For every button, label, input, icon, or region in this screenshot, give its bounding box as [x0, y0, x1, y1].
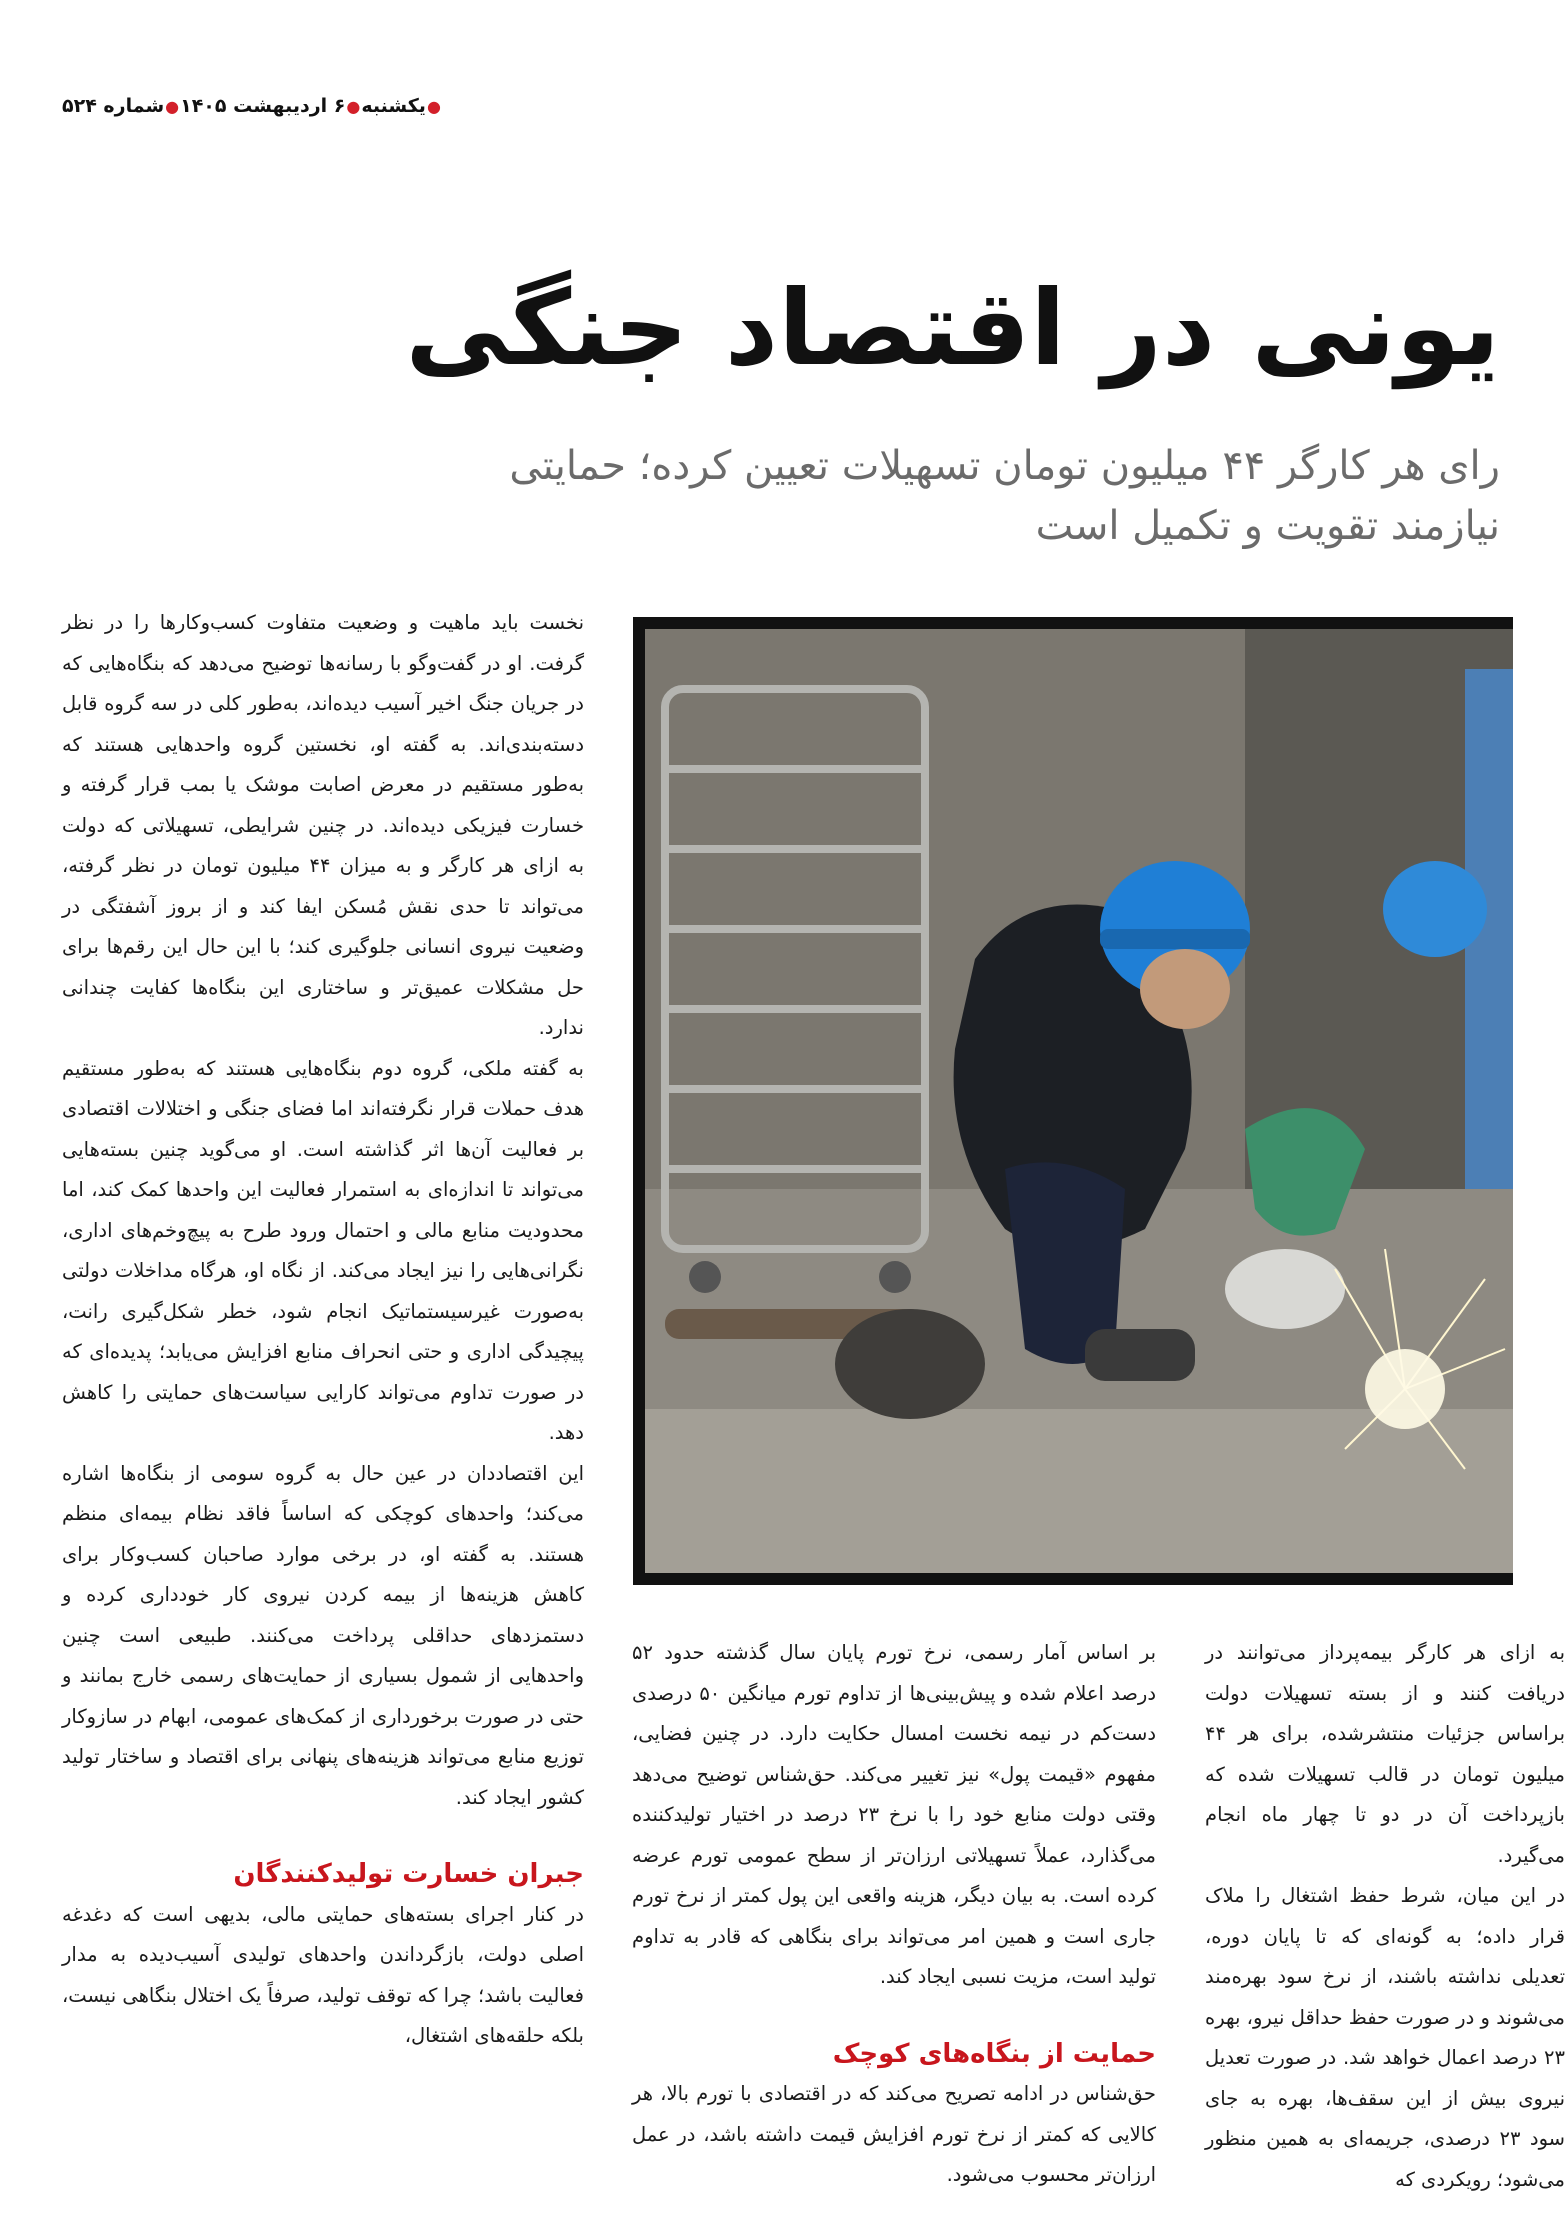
- bullet-icon: ●: [165, 97, 180, 116]
- folio-issue: شماره ۵۲۴: [62, 95, 165, 117]
- subhead-line-1: رای هر کارگر ۴۴ میلیون تومان تسهیلات تعیین کرده؛ حمایتی: [509, 443, 1500, 489]
- paragraph: به گفته ملکی، گروه دوم بنگاه‌هایی هستند که به‌طور مستقیم هدف حملات قرار نگرفته‌اند اما فضای جنگی و اختلالات اقتصادی بر فعالیت آن‌ها اثر گذاشته است. او می‌گوید چنین بسته‌هایی می‌تواند تا اندازه‌ای به استمرار فعالیت این واحدها کمک کند، اما محدودیت منابع مالی و احتمال ورود طرح به پیچ‌وخم‌های اداری، نگرانی‌هایی را نیز ایجاد می‌کند. از نگاه او، هرگاه مداخلات دولتی به‌صورت غیرسیستماتیک انجام شود، خطر شکل‌گیری رانت، پیچیدگی اداری و حتی انحراف منابع افزایش می‌یابد؛ پدیده‌ای که در صورت تداوم می‌تواند کارایی سیاست‌های حمایتی را کاهش دهد.: [62, 1056, 584, 1444]
- page-headline: یونی در اقتصاد جنگی: [405, 267, 1500, 389]
- paragraph: این اقتصاددان در عین حال به گروه سومی از بنگاه‌ها اشاره می‌کند؛ واحدهای کوچکی که اساساً فاقد نظام بیمه‌ای منظم هستند. به گفته او، در برخی موارد صاحبان کسب‌وکار برای کاهش هزینه‌ها از بیمه کردن نیروی کار خودداری کرده و دستمزدهای حداقلی پرداخت می‌کنند. طبیعی است چنین واحدهایی از شمول بسیاری از حمایت‌های رسمی خارج بمانند و حتی در صورت برخورداری از کمک‌های عمومی، ابهام در سازوکار توزیع منابع می‌تواند هزینه‌های پنهانی برای اقتصاد و ساختار تولید کشور ایجاد کند.: [62, 1461, 584, 1809]
- article-photo: [633, 617, 1513, 1585]
- paragraph: بر اساس آمار رسمی، نرخ تورم پایان سال گذشته حدود ۵۲ درصد اعلام شده و پیش‌بینی‌ها از تداوم تورم میانگین ۵۰ درصدی دست‌کم در نیمه نخست امسال حکایت دارد. در چنین فضایی، مفهوم «قیمت پول» نیز تغییر می‌کند. حق‌شناس توضیح می‌دهد وقتی دولت منابع خود را با نرخ ۲۳ درصد در اختیار تولیدکننده می‌گذارد، عملاً تسهیلاتی ارزان‌تر از سطح عمومی تورم عرضه کرده است. به بیان دیگر، هزینه واقعی این پول کمتر از نرخ تورم جاری است و همین امر می‌تواند برای بنگاهی که قادر به تداوم تولید است، مزیت نسبی ایجاد کند.: [632, 1641, 1157, 1988]
- folio-day: یکشنبه: [361, 95, 426, 117]
- paragraph: حق‌شناس در ادامه تصریح می‌کند که در اقتصادی با تورم بالا، هر کالایی که کمتر از نرخ تورم افزایش قیمت داشته باشد، در عمل ارزان‌تر محسوب می‌شود.: [632, 2082, 1156, 2186]
- paragraph: نخست باید ماهیت و وضعیت متفاوت کسب‌وکارها را در نظر گرفت. او در گفت‌وگو با رسانه‌ها توضیح می‌دهد که بنگاه‌هایی که در جریان جنگ اخیر آسیب دیده‌اند، به‌طور کلی در سه گروه قابل دسته‌بندی‌اند. به گفته او، نخستین گروه واحدهایی هستند که به‌طور مستقیم در معرض اصابت موشک یا بمب قرار گرفته و خسارت فیزیکی دیده‌اند. در چنین شرایطی، تسهیلاتی که دولت به ازای هر کارگر و به میزان ۴۴ میلیون تومان در نظر گرفته، می‌تواند تا حدی نقش مُسکن ایفا کند و از بروز آشفتگی در وضعیت نیروی انسانی جلوگیری کند؛ با این حال این رقم‌ها برای حل مشکلات عمیق‌تر و ساختاری این بنگاه‌ها کفایت چندانی ندارد.: [62, 611, 585, 1039]
- article-column-right: [1205, 1633, 1565, 2200]
- folio-date: ۶ اردیبهشت ۱۴۰۵: [180, 95, 346, 117]
- article-column-left: [62, 603, 584, 2057]
- photo-illustration: [645, 629, 1513, 1573]
- paragraph: در کنار اجرای بسته‌های حمایتی مالی، بدیهی است که دغدغه اصلی دولت، بازگرداندن واحدهای تولیدی آسیب‌دیده به مدار فعالیت باشد؛ چرا که توقف تولید، صرفاً یک اختلال بنگاهی نیست، بلکه حلقه‌های اشتغال،: [62, 1902, 584, 2047]
- bullet-icon: ●: [346, 97, 361, 116]
- issue-folio: [62, 95, 442, 117]
- article-column-middle: [632, 1633, 1156, 2196]
- paragraph: به ازای هر کارگر بیمه‌پرداز می‌توانند در دریافت کنند و از بسته تسهیلات دولت براساس جزئیات منتشرشده، برای هر ۴۴ میلیون تومان در قالب تسهیلات شده که بازپرداخت آن در دو تا چهار ماه انجام می‌گیرد.: [1205, 1641, 1565, 1867]
- paragraph: در این میان، شرط حفظ اشتغال را ملاک قرار داده؛ به گونه‌ای که تا پایان دوره، تعدیلی نداشته باشند، از نرخ سود بهره‌مند می‌شوند و در صورت حفظ حداقل نیرو، بهره ۲۳ درصد اعمال خواهد شد. در صورت تعدیل نیروی بیش از این سقف‌ها، بهره به جای سود ۲۳ درصدی، جریمه‌ای به همین منظور می‌شود؛ رویکردی که: [1205, 1884, 1565, 2191]
- subhead-line-2: نیازمند تقویت و تکمیل است: [1035, 503, 1500, 549]
- bullet-icon: ●: [426, 97, 441, 116]
- welding-workers-photo: [645, 629, 1513, 1573]
- section-heading: جبران خسارت تولیدکنندگان: [233, 1859, 584, 1889]
- section-heading: حمایت از بنگاه‌های کوچک: [832, 2038, 1156, 2069]
